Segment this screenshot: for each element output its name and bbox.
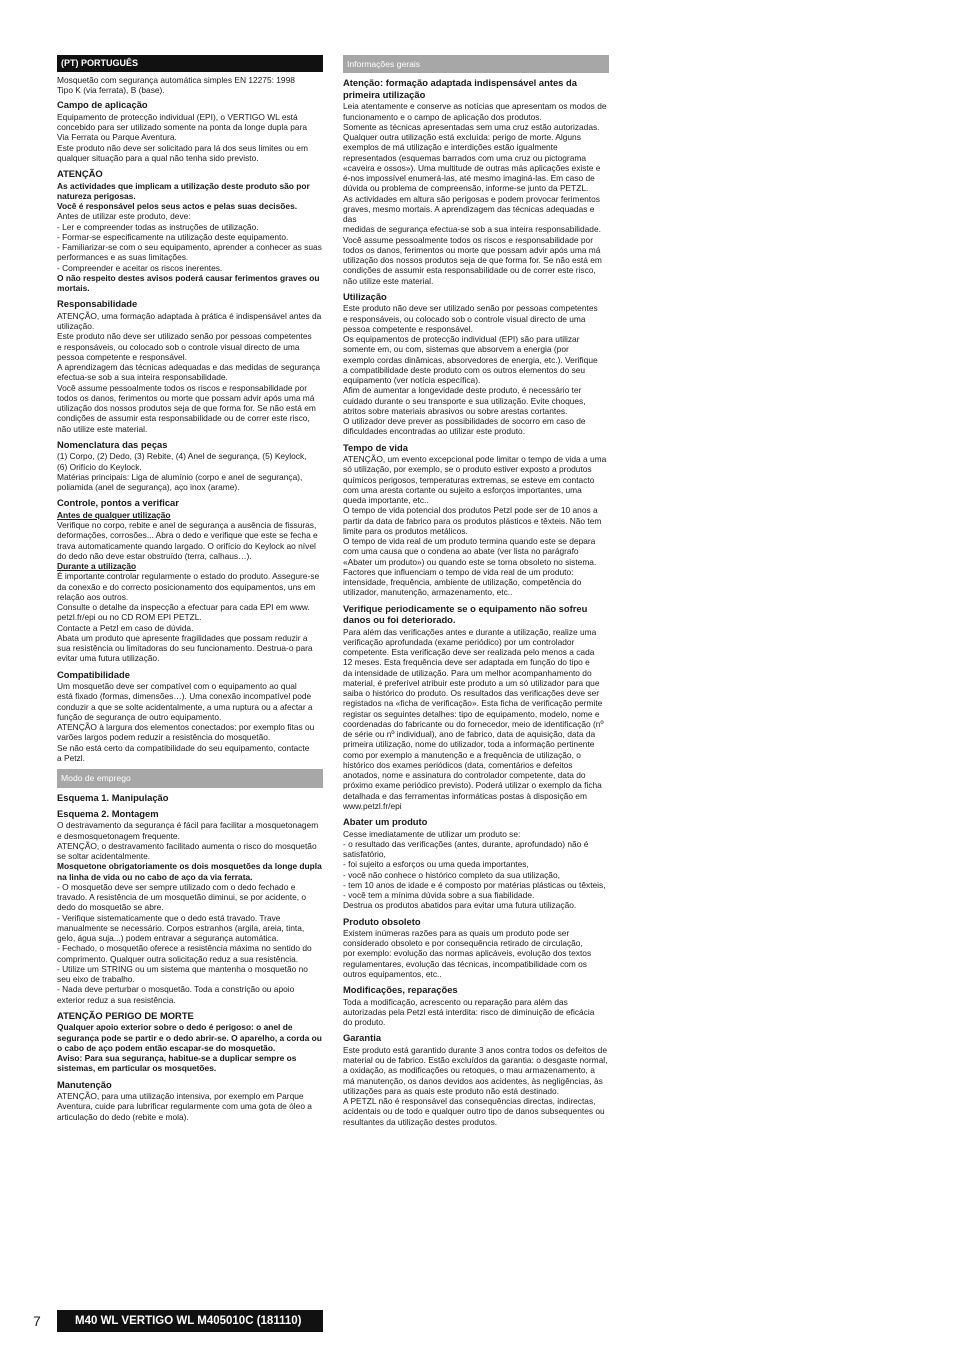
section — [57, 439, 323, 492]
section-paragraph: Cesse imediatamente de utilizar um produto se: - o resultado das verificações (antes, durante, aprofundado) não é satisfatório, - foi sujeito a esforços ou uma queda importantes, - você não conhece o histórico completo da sua utilização, - tem 10 anos de idade e é composto por matérias plásticas ou têxteis, - você tem a mínima dúvida sobre a sua fiabilidade. Destrua os produtos abatidos para evitar uma futura utilização. — [343, 828, 606, 911]
section — [343, 816, 609, 910]
section-paragraph: Este produto não deve ser utilizado senão por pessoas competentes e responsáveis, ou colocado sob o controle visual directo de uma pessoa competente e responsável. Os equipamentos de protecção individual (EPI) são para utilizar somente em, ou com, sistemas que absorvem a energia (por exemplo cordas dinâmicas, absorvedores de energia, etc.). Verifique a compatibilidade deste produto com os outros elementos do seu equipamento (ver notícia específica). Afim de aumentar a longevidade deste produto, é necessário ter cuidado durante o seu transporte e sua utilização. Evite choques, atritos sobre materiais abrasivos ou sobre arestas cortantes. O utilizador deve prever as possibilidades de socorro em caso de dificuldades encontradas ao utilizar este produto. — [343, 303, 598, 437]
section-paragraph: Para além das verificações antes e durante a utilização, realize uma verificação aprofundada (exame periódico) por um controlador competente. Esta verificação deve ser realizada pelo menos a cada 12 meses. Esta frequência deve ser adaptada em função do tipo e da intensidade de utilização. Para um melhor acompanhamento do material, é preferível atribuir este produto a um só utilizador para que saiba o histórico do produto. Os resultados das verificações deve ser registados na «ficha de verificação». Esta ficha de verificação permite registar os seguintes detalhes: tipo de equipamento, modelo, nome e coordenadas do fabricante ou do fornecedor, meio de identificação (nº de série ou nº individual), ano de fabrico, data de aquisição, data da primeira utilização, nome do utilizador, toda a informação pertinente como por exemplo a manutenção e a frequência de utilização, o histórico dos exames periódicos (data, comentários e defeitos anotados, nome e assinatura do controlador competente, data do próximo exame periódico previsto). Poderá utilizar o exemplo da ficha detalhada e das ferramentas informáticas postas à disposição em www.petzl.fr/epi — [343, 626, 604, 811]
section-paragraph: O destravamento da segurança é fácil para facilitar a mosquetonagem e desmosquetonagem frequente. ATENÇÃO, o destravamento facilitado aumenta o risco do mosquetão se soltar acidentalmente. — [57, 820, 319, 862]
left-sections-usage — [57, 792, 323, 1122]
section-paragraph: Este produto está garantido durante 3 anos contra todos os defeitos de material ou de fabrico. Estão excluídos da garantia: o desgaste normal, a oxidação, as modificações ou retoques, o mau armazenamento, a má manutenção, os danos devidos aos acidentes, às negligências, às utilizações para as quais este produto não está destinado. A PETZL não é responsável das consequências directas, indirectas, acidentais ou de todo e qualquer outro tipo de danos subsequentes ou resultantes da utilização destes produtos. — [343, 1044, 608, 1127]
left-sections — [57, 99, 323, 763]
section-paragraph: É importante controlar regularmente o estado do produto. Assegure-se da conexão e do correcto posicionamento dos equipamentos, uns em relação aos outros. Consulte o detalhe da inspecção a efectuar para cada EPI em www. petzl.fr/epi ou no CD ROM EPI PETZL. Contacte a Petzl em caso de dúvida. Abata um produto que apresente fragilidades que possam reduzir a sua resistência ou limitadoras do seu funcionamento. Destrua-o para evitar uma futura utilização. — [57, 571, 320, 664]
section-paragraph: Leia atentamente e conserve as notícias que apresentam os modos de funcionamento e o campo de aplicação dos produtos. Somente as técnicas apresentadas sem uma cruz estão autorizadas. Qualquer outra utilização está excluída: perigo de morte. Alguns exemplos de má utilização e interdições estão igualmente representados (esquemas barrados com uma cruz ou pictograma «caveira e ossos»). Uma multitude de outras más aplicações existe e é-nos impossível enumerá-las, até mesmo imaginá-las. Em caso de dúvida ou problema de compreensão, informe-se junto da PETZL. As actividades em altura são perigosas e podem provocar ferimentos graves, mesmo mortais. A aprendizagem das técnicas adequadas e das medidas de segurança efectua-se sob a sua inteira responsabilidade. Você assume pessoalmente todos os riscos e responsabilidade por todos os danos, ferimentos ou morte que possam advir após uma má utilização dos nossos produtos seja de que forma for. Se não está em condições de assumir esta responsabilidade ou de correr este risco, não utilize este material. — [343, 101, 607, 286]
section-paragraph: ATENÇÃO, um evento excepcional pode limitar o tempo de vida a uma só utilização, por exemplo, se o produto estiver exposto a produtos químicos perigosos, temperaturas extremas, se esteve em contacto com uma aresta cortante ou sujeito a esforços importantes, uma queda importante, etc.. — [343, 454, 607, 506]
left-column — [57, 55, 323, 1127]
section-title: Abater um produto — [343, 816, 428, 828]
section-title: Compatibilidade — [57, 668, 130, 680]
section-paragraph: O não respeito destes avisos poderá causar ferimentos graves ou mortais. — [57, 272, 320, 294]
section — [343, 984, 609, 1027]
section — [343, 603, 609, 811]
section-paragraph: O tempo de vida real de um produto termina quando este se depara com uma causa que o condena ao abate (ver lista no parágrafo «Abater um produto») ou quando este se torna obsoleto no sistema. Factores que influenciam o tempo de vida real de um produto: intensidade, frequência, ambiente de utilização, competência do utilizador, manutenção, armazenamento, etc.. — [343, 536, 597, 598]
page-number: 7 — [33, 1313, 41, 1329]
section — [343, 916, 609, 980]
section — [57, 669, 323, 763]
section-paragraph: Durante a utilização — [57, 561, 137, 572]
section — [343, 442, 609, 598]
section-paragraph: As actividades que implicam a utilização deste produto são por natureza perigosas. Você é responsável pelos seus actos e pelas suas decisões. — [57, 180, 310, 212]
language-header: (PT) PORTUGUÊS — [57, 55, 323, 72]
section — [57, 1079, 323, 1122]
section-title: Utilização — [343, 290, 387, 302]
section-paragraph: Antes de utilizar este produto, deve: - Ler e compreender todas as instruções de utilização. - Formar-se especificamente na utilização deste equipamento. - Familiarizar-se com o seu equipamento, aprender a conhecer as suas performances e as suas limitações. - Compreender e aceitar os riscos inerentes. — [57, 211, 322, 273]
section-paragraph: Um mosquetão deve ser compatível com o equipamento ao qual está fixado (formas, dimensões…). Uma conexão incompatível pode conduzir a que se solte acidentalmente, a uma ruptura ou a afectar a função de segurança de outro equipamento. ATENÇÃO à largura dos elementos conectados: por exemplo fitas ou varões largos podem reduzir a resistência do mosquetão. Se não está certo da compatibilidade do seu equipamento, contacte a Petzl. — [57, 681, 315, 763]
section-title: Campo de aplicação — [57, 99, 148, 111]
section-paragraph: - O mosquetão deve ser sempre utilizado com o dedo fechado e travado. A resistência de um mosquetão diminui, se por acidente, o dedo do mosquetão se abre. - Verifique sistematicamente que o dedo está travado. Trave manualmente se necessário. Corpos estranhos (argila, areia, tinta, gelo, água suja...) podem entravar a segurança automática. - Fechado, o mosquetão oferece a resistência máxima no sentido do comprimento. Qualquer outra solicitação reduz a sua resistência. - Utilize um STRING ou um sistema que mantenha o mosquetão no seu eixo de trabalho. - Nada deve perturbar o mosquetão. Toda a constrição ou apoio exterior reduz a sua resistência. — [57, 881, 312, 1005]
section — [57, 808, 323, 1005]
usage-header: Modo de emprego — [57, 769, 323, 787]
right-column — [343, 55, 609, 1132]
section-title: Garantia — [343, 1032, 382, 1044]
footer-bar: M40 WL VERTIGO WL M405010C (181110) — [57, 1310, 323, 1332]
section-paragraph: ATENÇÃO, uma formação adaptada à prática é indispensável antes da utilização. Este produto não deve ser utilizado senão por pessoas competentes e responsáveis, ou colocado sob o controle visual directo de uma pessoa competente e responsável. A aprendizagem das técnicas adequadas e das medidas de segurança efectua-se sob a sua inteira responsabilidade. Você assume pessoalmente todos os riscos e responsabilidade por todos os danos, ferimentos ou morte que possam advir após uma má utilização dos nossos produtos seja de que forma for. Se não está em condições de assumir esta responsabilidade ou de correr este risco, não utilize este material. — [57, 310, 322, 434]
section-paragraph: Antes de qualquer utilização — [57, 509, 171, 520]
section-title: ATENÇÃO — [57, 168, 103, 180]
section-paragraph: O tempo de vida potencial dos produtos Petzl pode ser de 10 anos a partir da data de fabrico para os produtos plásticos e têxteis. Não tem limite para os produtos metálicos. — [343, 505, 602, 536]
section-title: Esquema 1. Manipulação — [57, 791, 169, 803]
section-paragraph: Equipamento de protecção individual (EPI), o VERTIGO WL está concebido para ser utilizado somente na ponta da longe dupla para Via Ferrata ou Parque Aventura. Este produto não deve ser solicitado para lá dos seus limites ou em qualquer situação para a qual não tenha sido previsto. — [57, 111, 308, 163]
section — [57, 792, 323, 803]
section-paragraph: ATENÇÃO, para uma utilização intensiva, por exemplo em Parque Aventura, cuide para lubrificar regularmente com uma gota de óleo a articulação do dedo (rebite e mola). — [57, 1091, 312, 1122]
section — [57, 99, 323, 163]
section — [343, 291, 609, 437]
section — [343, 77, 609, 285]
section-title: Modificações, reparações — [343, 984, 458, 996]
section-paragraph: Qualquer apoio exterior sobre o dedo é perigoso: o anel de segurança pode se partir e o dedo abrir-se. O aparelho, a corda ou o cabo de aço podem então escapar-se do mosquetão. Aviso: Para sua segurança, habitue-se a duplicar sempre os sistemas, em particular os mosquetões. — [57, 1022, 322, 1074]
section-title: Verifique periodicamente se o equipamento não sofreu danos ou foi deteriorado. — [343, 602, 588, 626]
product-intro: Mosquetão com segurança automática simples EN 12275: 1998 Tipo K (via ferrata), B (base). — [57, 74, 295, 96]
section-title: Tempo de vida — [343, 441, 408, 453]
general-info-header: Informações gerais — [343, 55, 609, 73]
section — [343, 1032, 609, 1126]
section — [57, 497, 323, 663]
section-title: Nomenclatura das peças — [57, 438, 168, 450]
section-title: Produto obsoleto — [343, 915, 421, 927]
section-title: Controle, pontos a verificar — [57, 497, 179, 509]
section-title: Manutenção — [57, 1078, 112, 1090]
section — [57, 168, 323, 293]
section-paragraph: Toda a modificação, acrescento ou reparação para além das autorizadas pela Petzl está interdita: risco de diminuição de eficácia do produto. — [343, 996, 595, 1028]
section — [57, 298, 323, 433]
section-paragraph: (1) Corpo, (2) Dedo, (3) Rebite, (4) Anel de segurança, (5) Keylock, (6) Orifício do Keylock. Matérias principais: Liga de alumínio (corpo e anel de segurança), poliamida (anel de segurança), aço inox (arame). — [57, 451, 307, 493]
right-sections — [343, 77, 609, 1126]
section-title: Atenção: formação adaptada indispensável antes da primeira utilização — [343, 77, 577, 100]
section-paragraph: Existem inúmeras razões para as quais um produto pode ser considerado obsoleto e por consequência retirado de circulação, por exemplo: evolução das normas aplicáveis, evolução dos textos regulamentares, evolução das técnicas, incompatibilidade com os outros equipamentos, etc.. — [343, 927, 592, 979]
section-title: Responsabilidade — [57, 298, 138, 310]
section-title: ATENÇÃO PERIGO DE MORTE — [57, 1009, 194, 1021]
section-paragraph: Verifique no corpo, rebite e anel de segurança a ausência de fissuras, deformações, corrosões... Abra o dedo e verifique que este se fecha e trava automaticamente quando largado. O orifício do Keylock ao nível do dedo não deve estar obstruído (terra, calhaus…). — [57, 520, 318, 561]
section — [57, 1010, 323, 1074]
section-paragraph: Mosquetone obrigatoriamente os dois mosquetões da longe dupla na linha de vida ou no cabo de aço da via ferrata. — [57, 861, 322, 882]
section-title: Esquema 2. Montagem — [57, 807, 159, 819]
